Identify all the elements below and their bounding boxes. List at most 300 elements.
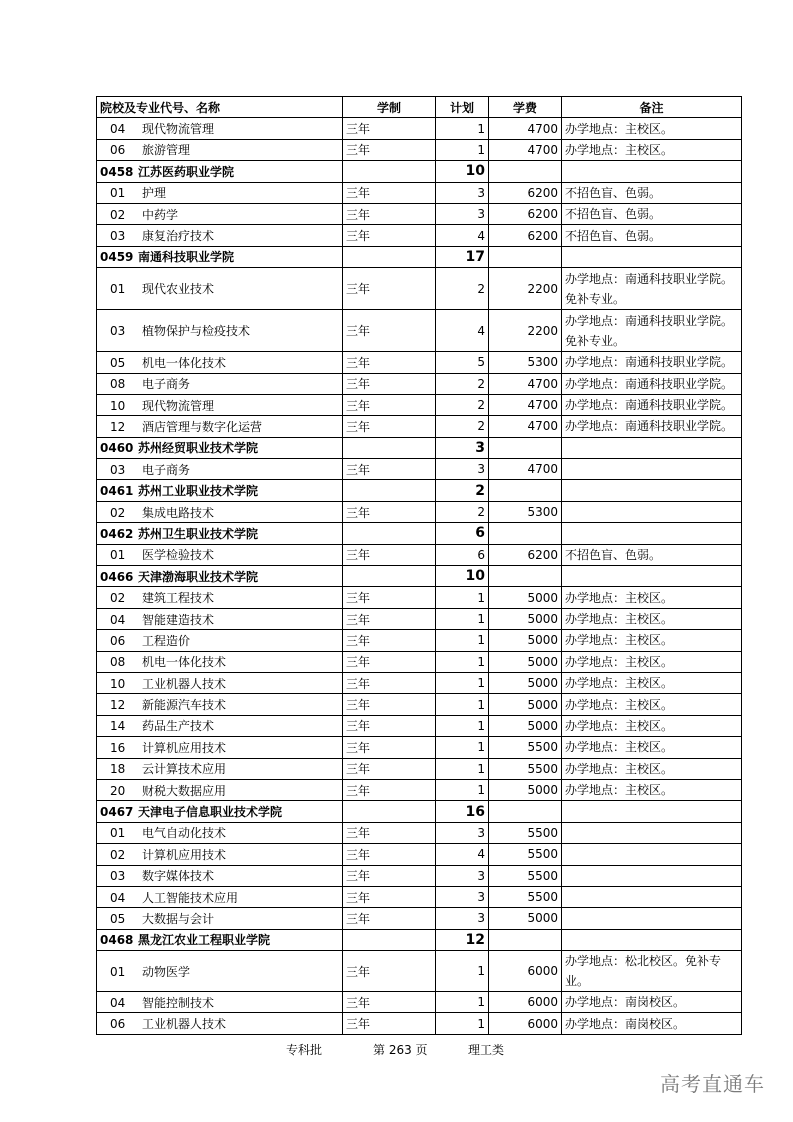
tuition-cell xyxy=(489,801,562,822)
major-cell xyxy=(97,459,343,480)
plan-cell: 1 xyxy=(436,118,489,139)
duration-cell: 三年 xyxy=(343,886,436,907)
major-row xyxy=(97,544,742,565)
major-code: 18 xyxy=(110,762,126,777)
major-row xyxy=(97,352,742,373)
duration-cell xyxy=(343,566,436,587)
major-code: 01 xyxy=(110,548,126,563)
major-code: 02 xyxy=(110,591,126,606)
plan-cell: 3 xyxy=(436,203,489,224)
school-name: 江苏医药职业学院 xyxy=(138,164,235,179)
major-code: 03 xyxy=(110,869,126,884)
school-plan-total: 16 xyxy=(436,801,489,822)
remarks-cell: 办学地点：松北校区。免补专业。 xyxy=(562,951,742,992)
duration-cell: 三年 xyxy=(343,544,436,565)
school-name: 南通科技职业学院 xyxy=(138,250,235,265)
school-row xyxy=(97,161,742,182)
major-row xyxy=(97,758,742,779)
major-code: 04 xyxy=(110,122,126,137)
major-cell xyxy=(97,951,343,992)
tuition-cell xyxy=(489,437,562,458)
remarks-cell: 不招色盲、色弱。 xyxy=(562,544,742,565)
duration-cell: 三年 xyxy=(343,865,436,886)
major-cell xyxy=(97,394,343,415)
duration-cell xyxy=(343,437,436,458)
plan-cell: 1 xyxy=(436,758,489,779)
remarks-cell xyxy=(562,865,742,886)
duration-cell: 三年 xyxy=(343,779,436,800)
remarks-cell xyxy=(562,929,742,950)
major-row xyxy=(97,865,742,886)
major-code: 02 xyxy=(110,847,126,862)
remarks-cell: 办学地点：主校区。 xyxy=(562,715,742,736)
remarks-cell xyxy=(562,908,742,929)
major-code: 04 xyxy=(110,612,126,627)
major-code: 01 xyxy=(110,282,126,297)
major-cell xyxy=(97,844,343,865)
tuition-cell: 4700 xyxy=(489,139,562,160)
major-name: 财税大数据应用 xyxy=(142,783,227,798)
major-row xyxy=(97,182,742,203)
plan-cell: 3 xyxy=(436,822,489,843)
major-name: 电子商务 xyxy=(142,462,191,477)
school-row xyxy=(97,480,742,501)
duration-cell: 三年 xyxy=(343,694,436,715)
major-row xyxy=(97,416,742,437)
major-cell xyxy=(97,416,343,437)
duration-cell xyxy=(343,161,436,182)
major-code: 16 xyxy=(110,740,126,755)
header-remarks: 备注 xyxy=(562,97,742,118)
major-row xyxy=(97,501,742,522)
remarks-cell: 办学地点：南通科技职业学院。免补专业。 xyxy=(562,268,742,310)
major-code: 01 xyxy=(110,964,126,979)
remarks-cell: 办学地点：主校区。 xyxy=(562,608,742,629)
plan-cell: 2 xyxy=(436,416,489,437)
tuition-cell: 6200 xyxy=(489,225,562,246)
major-cell xyxy=(97,608,343,629)
major-name: 现代农业技术 xyxy=(142,282,215,297)
tuition-cell: 5500 xyxy=(489,844,562,865)
tuition-cell: 5500 xyxy=(489,822,562,843)
header-plan: 计划 xyxy=(436,97,489,118)
tuition-cell xyxy=(489,929,562,950)
duration-cell: 三年 xyxy=(343,203,436,224)
remarks-cell xyxy=(562,523,742,544)
plan-cell: 1 xyxy=(436,651,489,672)
major-code: 20 xyxy=(110,783,126,798)
tuition-cell: 6000 xyxy=(489,951,562,992)
plan-cell: 4 xyxy=(436,225,489,246)
major-code: 01 xyxy=(110,826,126,841)
tuition-cell: 6000 xyxy=(489,992,562,1013)
tuition-cell: 5500 xyxy=(489,737,562,758)
school-name: 黑龙江农业工程职业学院 xyxy=(138,933,271,948)
school-plan-total: 17 xyxy=(436,246,489,267)
school-plan-total: 6 xyxy=(436,523,489,544)
table-header-row xyxy=(97,97,742,118)
major-name: 机电一体化技术 xyxy=(142,655,227,670)
major-cell xyxy=(97,865,343,886)
remarks-cell: 办学地点：南通科技职业学院。免补专业。 xyxy=(562,310,742,352)
remarks-cell: 办学地点：主校区。 xyxy=(562,672,742,693)
major-row xyxy=(97,373,742,394)
plan-cell: 3 xyxy=(436,865,489,886)
school-code: 0458 xyxy=(100,164,134,179)
duration-cell: 三年 xyxy=(343,373,436,394)
duration-cell: 三年 xyxy=(343,715,436,736)
school-cell xyxy=(97,437,343,458)
tuition-cell: 5000 xyxy=(489,779,562,800)
major-cell xyxy=(97,139,343,160)
duration-cell: 三年 xyxy=(343,672,436,693)
major-code: 10 xyxy=(110,398,126,413)
remarks-cell: 办学地点：主校区。 xyxy=(562,779,742,800)
major-name: 计算机应用技术 xyxy=(142,847,227,862)
major-name: 康复治疗技术 xyxy=(142,229,215,244)
tuition-cell xyxy=(489,566,562,587)
school-plan-total: 12 xyxy=(436,929,489,950)
tuition-cell: 4700 xyxy=(489,416,562,437)
tuition-cell: 4700 xyxy=(489,373,562,394)
major-code: 14 xyxy=(110,719,126,734)
plan-cell: 2 xyxy=(436,373,489,394)
major-row xyxy=(97,310,742,352)
remarks-cell xyxy=(562,886,742,907)
remarks-cell: 办学地点：主校区。 xyxy=(562,694,742,715)
plan-cell: 5 xyxy=(436,352,489,373)
duration-cell xyxy=(343,929,436,950)
watermark: 高考直通车 xyxy=(660,1072,765,1096)
plan-cell: 4 xyxy=(436,310,489,352)
duration-cell: 三年 xyxy=(343,844,436,865)
tuition-cell: 5000 xyxy=(489,630,562,651)
duration-cell: 三年 xyxy=(343,310,436,352)
page-footer xyxy=(0,1041,793,1061)
major-cell xyxy=(97,651,343,672)
major-row xyxy=(97,822,742,843)
footer-batch: 专科批 xyxy=(286,1043,323,1057)
major-name: 现代物流管理 xyxy=(142,398,215,413)
major-row xyxy=(97,139,742,160)
remarks-cell xyxy=(562,161,742,182)
duration-cell: 三年 xyxy=(343,992,436,1013)
major-row xyxy=(97,737,742,758)
school-code: 0459 xyxy=(100,250,134,265)
footer-category: 理工类 xyxy=(468,1043,505,1057)
major-code: 02 xyxy=(110,505,126,520)
major-row xyxy=(97,118,742,139)
major-row xyxy=(97,268,742,310)
school-row xyxy=(97,246,742,267)
tuition-cell: 6200 xyxy=(489,544,562,565)
major-cell xyxy=(97,779,343,800)
plan-cell: 1 xyxy=(436,1013,489,1034)
major-cell xyxy=(97,992,343,1013)
school-row xyxy=(97,929,742,950)
remarks-cell xyxy=(562,844,742,865)
header-school-major: 院校及专业代号、名称 xyxy=(97,97,343,118)
major-name: 大数据与会计 xyxy=(142,911,215,926)
major-name: 人工智能技术应用 xyxy=(142,890,239,905)
major-name: 中药学 xyxy=(142,207,179,222)
major-code: 04 xyxy=(110,890,126,905)
major-cell xyxy=(97,118,343,139)
school-row xyxy=(97,801,742,822)
major-row xyxy=(97,203,742,224)
major-name: 医学检验技术 xyxy=(142,548,215,563)
duration-cell: 三年 xyxy=(343,118,436,139)
major-name: 旅游管理 xyxy=(142,143,191,158)
duration-cell: 三年 xyxy=(343,182,436,203)
major-code: 02 xyxy=(110,207,126,222)
major-cell xyxy=(97,352,343,373)
major-name: 数字媒体技术 xyxy=(142,869,215,884)
school-code: 0468 xyxy=(100,933,134,948)
plan-cell: 1 xyxy=(436,587,489,608)
tuition-cell: 2200 xyxy=(489,310,562,352)
school-cell xyxy=(97,161,343,182)
tuition-cell: 4700 xyxy=(489,459,562,480)
plan-cell: 1 xyxy=(436,694,489,715)
remarks-cell: 办学地点：主校区。 xyxy=(562,630,742,651)
remarks-cell: 办学地点：主校区。 xyxy=(562,139,742,160)
tuition-cell: 6200 xyxy=(489,182,562,203)
major-cell xyxy=(97,225,343,246)
duration-cell: 三年 xyxy=(343,651,436,672)
tuition-cell: 5300 xyxy=(489,352,562,373)
remarks-cell: 办学地点：南通科技职业学院。 xyxy=(562,352,742,373)
major-cell xyxy=(97,268,343,310)
remarks-cell: 不招色盲、色弱。 xyxy=(562,225,742,246)
duration-cell: 三年 xyxy=(343,608,436,629)
school-plan-total: 10 xyxy=(436,161,489,182)
major-row xyxy=(97,1013,742,1034)
major-name: 现代物流管理 xyxy=(142,122,215,137)
major-row xyxy=(97,651,742,672)
duration-cell: 三年 xyxy=(343,1013,436,1034)
major-name: 智能建造技术 xyxy=(142,612,215,627)
remarks-cell xyxy=(562,501,742,522)
major-cell xyxy=(97,630,343,651)
school-row xyxy=(97,523,742,544)
remarks-cell xyxy=(562,480,742,501)
plan-cell: 3 xyxy=(436,182,489,203)
remarks-cell: 办学地点：主校区。 xyxy=(562,758,742,779)
remarks-cell xyxy=(562,437,742,458)
footer-page-number: 第 263 页 xyxy=(373,1043,428,1057)
major-row xyxy=(97,779,742,800)
plan-cell: 6 xyxy=(436,544,489,565)
major-code: 04 xyxy=(110,995,126,1010)
remarks-cell xyxy=(562,246,742,267)
school-name: 天津电子信息职业技术学院 xyxy=(138,805,283,820)
major-cell xyxy=(97,715,343,736)
major-name: 植物保护与检疫技术 xyxy=(142,324,251,339)
tuition-cell: 5000 xyxy=(489,672,562,693)
major-code: 08 xyxy=(110,377,126,392)
major-code: 10 xyxy=(110,676,126,691)
plan-cell: 1 xyxy=(436,630,489,651)
major-cell xyxy=(97,672,343,693)
major-code: 03 xyxy=(110,324,126,339)
major-code: 12 xyxy=(110,698,126,713)
remarks-cell: 办学地点：主校区。 xyxy=(562,651,742,672)
major-name: 工程造价 xyxy=(142,633,191,648)
major-name: 工业机器人技术 xyxy=(142,1017,227,1032)
plan-cell: 2 xyxy=(436,501,489,522)
tuition-cell xyxy=(489,480,562,501)
major-cell xyxy=(97,182,343,203)
major-code: 05 xyxy=(110,911,126,926)
header-duration: 学制 xyxy=(343,97,436,118)
major-cell xyxy=(97,886,343,907)
school-code: 0462 xyxy=(100,526,134,541)
major-name: 云计算技术应用 xyxy=(142,762,227,777)
major-row xyxy=(97,886,742,907)
plan-cell: 3 xyxy=(436,886,489,907)
tuition-cell: 4700 xyxy=(489,118,562,139)
duration-cell: 三年 xyxy=(343,268,436,310)
remarks-cell: 不招色盲、色弱。 xyxy=(562,182,742,203)
tuition-cell: 6200 xyxy=(489,203,562,224)
major-row xyxy=(97,844,742,865)
duration-cell xyxy=(343,801,436,822)
major-name: 计算机应用技术 xyxy=(142,740,227,755)
major-code: 05 xyxy=(110,355,126,370)
major-name: 电子商务 xyxy=(142,377,191,392)
header-tuition: 学费 xyxy=(489,97,562,118)
tuition-cell xyxy=(489,161,562,182)
major-row xyxy=(97,394,742,415)
major-cell xyxy=(97,203,343,224)
tuition-cell: 5500 xyxy=(489,865,562,886)
tuition-cell xyxy=(489,246,562,267)
major-name: 工业机器人技术 xyxy=(142,676,227,691)
remarks-cell: 办学地点：主校区。 xyxy=(562,587,742,608)
remarks-cell xyxy=(562,459,742,480)
major-name: 动物医学 xyxy=(142,964,191,979)
tuition-cell: 2200 xyxy=(489,268,562,310)
duration-cell: 三年 xyxy=(343,737,436,758)
school-code: 0461 xyxy=(100,484,134,499)
plan-cell: 1 xyxy=(436,992,489,1013)
tuition-cell: 6000 xyxy=(489,1013,562,1034)
remarks-cell: 办学地点：南通科技职业学院。 xyxy=(562,416,742,437)
duration-cell: 三年 xyxy=(343,908,436,929)
major-cell xyxy=(97,373,343,394)
remarks-cell: 办学地点：南岗校区。 xyxy=(562,992,742,1013)
tuition-cell: 5000 xyxy=(489,608,562,629)
tuition-cell xyxy=(489,523,562,544)
duration-cell: 三年 xyxy=(343,139,436,160)
major-cell xyxy=(97,587,343,608)
major-code: 01 xyxy=(110,186,126,201)
plan-cell: 1 xyxy=(436,608,489,629)
plan-cell: 1 xyxy=(436,715,489,736)
tuition-cell: 5000 xyxy=(489,715,562,736)
major-row xyxy=(97,587,742,608)
major-cell xyxy=(97,758,343,779)
school-plan-total: 2 xyxy=(436,480,489,501)
major-row xyxy=(97,951,742,992)
remarks-cell: 办学地点：南岗校区。 xyxy=(562,1013,742,1034)
plan-cell: 1 xyxy=(436,139,489,160)
major-name: 酒店管理与数字化运营 xyxy=(142,419,263,434)
major-row xyxy=(97,672,742,693)
tuition-cell: 5500 xyxy=(489,758,562,779)
school-cell xyxy=(97,480,343,501)
enrollment-plan-table xyxy=(96,96,742,1035)
school-plan-total: 10 xyxy=(436,566,489,587)
major-name: 药品生产技术 xyxy=(142,719,215,734)
remarks-cell xyxy=(562,822,742,843)
school-code: 0467 xyxy=(100,805,134,820)
major-row xyxy=(97,694,742,715)
major-row xyxy=(97,459,742,480)
major-name: 电气自动化技术 xyxy=(142,826,227,841)
plan-cell: 4 xyxy=(436,844,489,865)
major-row xyxy=(97,630,742,651)
major-cell xyxy=(97,501,343,522)
remarks-cell: 办学地点：主校区。 xyxy=(562,118,742,139)
remarks-cell: 不招色盲、色弱。 xyxy=(562,203,742,224)
duration-cell: 三年 xyxy=(343,459,436,480)
duration-cell: 三年 xyxy=(343,394,436,415)
school-cell xyxy=(97,929,343,950)
major-code: 06 xyxy=(110,633,126,648)
school-name: 天津渤海职业技术学院 xyxy=(138,569,259,584)
school-name: 苏州卫生职业技术学院 xyxy=(138,526,259,541)
major-code: 12 xyxy=(110,419,126,434)
major-name: 建筑工程技术 xyxy=(142,591,215,606)
major-name: 集成电路技术 xyxy=(142,505,215,520)
tuition-cell: 5000 xyxy=(489,651,562,672)
major-code: 03 xyxy=(110,229,126,244)
plan-cell: 3 xyxy=(436,459,489,480)
duration-cell: 三年 xyxy=(343,630,436,651)
major-name: 新能源汽车技术 xyxy=(142,698,227,713)
major-cell xyxy=(97,1013,343,1034)
school-code: 0460 xyxy=(100,441,134,456)
remarks-cell: 办学地点：主校区。 xyxy=(562,737,742,758)
duration-cell xyxy=(343,480,436,501)
duration-cell xyxy=(343,523,436,544)
duration-cell xyxy=(343,246,436,267)
remarks-cell xyxy=(562,566,742,587)
duration-cell: 三年 xyxy=(343,352,436,373)
remarks-cell xyxy=(562,801,742,822)
plan-cell: 1 xyxy=(436,951,489,992)
plan-cell: 1 xyxy=(436,737,489,758)
major-cell xyxy=(97,908,343,929)
school-cell xyxy=(97,246,343,267)
major-row xyxy=(97,715,742,736)
major-code: 06 xyxy=(110,143,126,158)
plan-cell: 1 xyxy=(436,672,489,693)
plan-cell: 2 xyxy=(436,394,489,415)
plan-cell: 1 xyxy=(436,779,489,800)
tuition-cell: 5300 xyxy=(489,501,562,522)
duration-cell: 三年 xyxy=(343,758,436,779)
tuition-cell: 5000 xyxy=(489,908,562,929)
major-cell xyxy=(97,694,343,715)
major-code: 08 xyxy=(110,655,126,670)
duration-cell: 三年 xyxy=(343,951,436,992)
remarks-cell: 办学地点：南通科技职业学院。 xyxy=(562,394,742,415)
school-name: 苏州经贸职业技术学院 xyxy=(138,441,259,456)
major-code: 06 xyxy=(110,1017,126,1032)
